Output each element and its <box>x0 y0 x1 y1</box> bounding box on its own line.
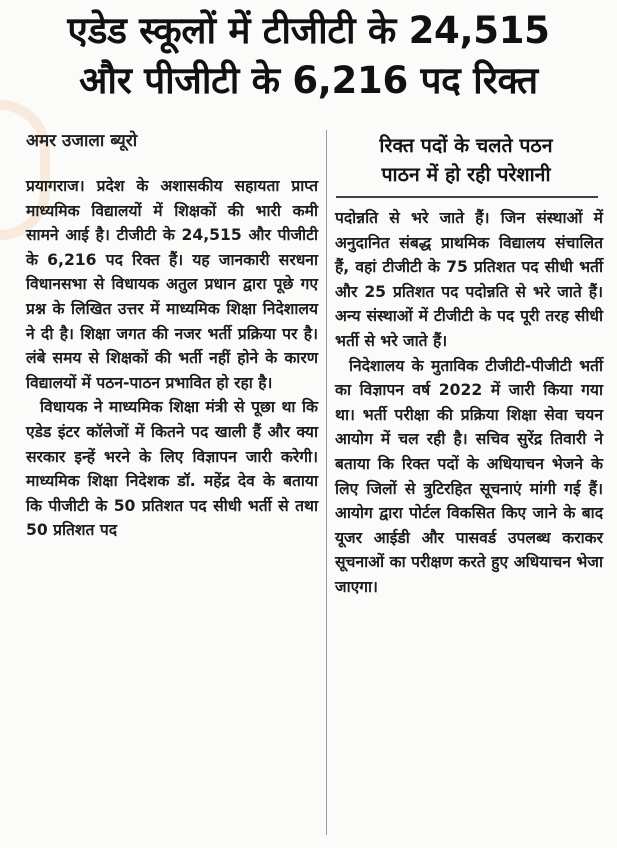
article-paragraph-2: विधायक ने माध्यमिक शिक्षा मंत्री से पूछा था कि एडेड इंटर कॉलेजों में कितने पद खाली हैं और क्या सरकार इन्हें भरने के लिए विज्ञापन जारी करेगी। माध्यमिक शिक्षा निदेशक डॉ. महेंद्र देव के बताया कि पीजीटी के 50 प्रतिशत पद सीधी भर्ती से तथा 50 प्रतिशत पद <box>26 398 318 540</box>
article-paragraph-1 <box>26 174 318 395</box>
subheading-line-1: रिक्त पदों के चलते पठन <box>379 134 553 157</box>
subheading <box>335 131 597 189</box>
byline: अमर उजाला ब्यूरो <box>26 131 138 151</box>
dateline: प्रयागराज। <box>26 177 85 195</box>
headline-line-2: और पीजीटी के 6,216 पद रिक्त <box>79 59 538 102</box>
right-column <box>335 206 603 600</box>
subheading-rule <box>336 196 598 198</box>
headline <box>10 6 607 106</box>
article-paragraph-3: पदोन्नति से भरे जाते हैं। जिन संस्थाओं में अनुदानित संबद्ध प्राथमिक विद्यालय संचालित हैं, वहां टीजीटी के 75 प्रतिशत पद सीधी भर्ती और 25 प्रतिशत पद पदोन्नति से भरे जाते हैं। अन्य संस्थाओं में टीजीटी के पद पूरी तरह सीधी भर्ती से भरे जाते हैं। <box>335 209 603 350</box>
article-paragraph-4: निदेशालय के मुताविक टीजीटी-पीजीटी भर्ती का विज्ञापन वर्ष 2022 में जारी किया गया था। भर्ती परीक्षा की प्रक्रिया शिक्षा सेवा चयन आयोग में चल रही है। सचिव सुरेंद्र तिवारी ने बताया कि रिक्त पदों के अधियाचन भेजने के लिए जिलों से त्रुटिरहित सूचनाएं मांगी गई हैं। आयोग द्वारा पोर्टल विकसित किए जाने के बाद यूजर आईडी और पासवर्ड उपलब्ध कराकर सूचनाओं का परीक्षण करते हुए अधियाचन भेजा जाएगा। <box>335 356 603 596</box>
left-column <box>26 174 318 543</box>
paragraph-text: प्रदेश के अशासकीय सहायता प्राप्त माध्यमिक विद्यालयों में शिक्षकों की भारी कमी सामने आई है। टीजीटी के 24,515 और पीजीटी के 6,216 पद रिक्त हैं। यह जानकारी सरधना विधानसभा से विधायक अतुल प्रधान द्वारा पूछे गए प्रश्न के लिखित उत्तर में माध्यमिक शिक्षा निदेशालय ने दी है। शिक्षा जगत की नजर भर्ती प्रक्रिया पर है। लंबे समय से शिक्षकों की भर्ती नहीं होने के कारण विद्यालयों में पठन-पाठन प्रभावित हो रहा है। <box>26 177 318 392</box>
column-divider <box>326 130 327 835</box>
headline-line-1: एडेड स्कूलों में टीजीटी के 24,515 <box>67 9 550 52</box>
subheading-line-2: पाठन में हो रही परेशानी <box>381 163 551 186</box>
